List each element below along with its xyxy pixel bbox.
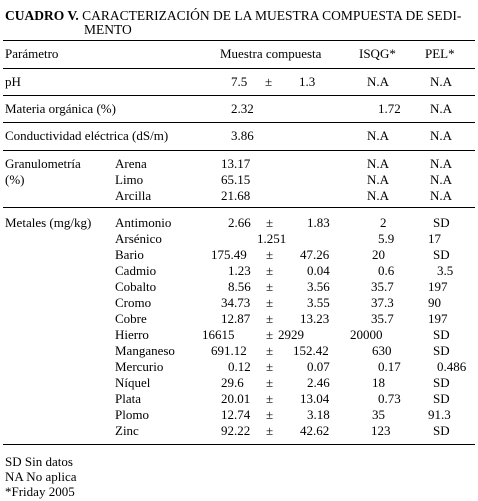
metal-isqg: 630 — [372, 343, 392, 358]
metal-sd: 2929 — [278, 327, 304, 342]
metal-name: Plomo — [115, 407, 149, 422]
rule-ce — [3, 150, 475, 151]
row-ph-sd: 1.3 — [299, 74, 316, 89]
metal-mean: 16615 — [202, 327, 235, 342]
header-rule — [3, 68, 475, 69]
gran-pel: N.A — [430, 156, 453, 171]
rule-mo — [3, 122, 475, 123]
gran-mean: 21.68 — [221, 188, 251, 203]
metal-sd: 47.26 — [300, 247, 330, 262]
title-line-1: CARACTERIZACIÓN DE LA MUESTRA COMPUESTA DE SEDI- — [82, 8, 462, 23]
granulometria-unit: (%) — [5, 172, 25, 187]
metal-name: Zinc — [115, 423, 139, 438]
metal-pel: 91.3 — [428, 407, 451, 422]
metal-isqg: 123 — [371, 423, 391, 438]
metal-mean: 0.12 — [228, 359, 251, 374]
gran-name: Limo — [115, 172, 144, 187]
metal-pel: 197 — [428, 311, 448, 326]
metal-mean: 12.74 — [221, 407, 251, 422]
metal-mean: 1.23 — [228, 263, 251, 278]
metal-pm: ± — [266, 263, 274, 278]
metal-mean: 175.49 — [211, 247, 247, 262]
row-ph-isqg: N.A — [367, 74, 390, 89]
metal-name: Plata — [115, 391, 141, 406]
metal-sd: 3.18 — [307, 407, 330, 422]
row-ph-pel: N.A — [430, 74, 453, 89]
footnote: *Friday 2005 — [5, 484, 75, 499]
metal-pm: ± — [266, 215, 274, 230]
metal-sd: 13.23 — [300, 311, 330, 326]
metal-pm: ± — [266, 343, 274, 358]
metal-isqg: 35.7 — [371, 311, 394, 326]
row-mo-mean: 2.32 — [231, 101, 254, 116]
metal-pm: ± — [266, 359, 274, 374]
footnote: NA No aplica — [5, 469, 77, 484]
metal-isqg: 35.7 — [371, 279, 394, 294]
header-pel: PEL* — [425, 46, 455, 61]
metal-pel: 0.486 — [437, 359, 467, 374]
gran-mean: 13.17 — [221, 156, 251, 171]
metal-mean: 1.251 — [257, 231, 287, 246]
metal-pel: 197 — [428, 279, 448, 294]
metal-pm: ± — [266, 279, 274, 294]
metal-isqg: 20 — [372, 247, 385, 262]
metal-isqg: 0.6 — [378, 263, 395, 278]
metal-mean: 8.56 — [228, 279, 251, 294]
metal-sd: 42.62 — [300, 423, 330, 438]
metal-name: Cromo — [115, 295, 152, 310]
footnote: SD Sin datos — [5, 454, 73, 469]
metal-pm: ± — [266, 311, 274, 326]
metal-name: Antimonio — [115, 215, 172, 230]
metal-mean: 2.66 — [228, 215, 251, 230]
metal-isqg: 2 — [380, 215, 387, 230]
metal-pel: SD — [433, 375, 450, 390]
metal-mean: 29.6 — [221, 375, 244, 390]
row-mo-label: Materia orgánica (%) — [5, 101, 116, 116]
metal-pm: ± — [266, 247, 274, 262]
metal-isqg: 0.17 — [378, 359, 401, 374]
metal-name: Cadmio — [115, 263, 157, 278]
metal-pel: 17 — [428, 231, 441, 246]
metal-pm: ± — [266, 295, 274, 310]
table-title — [5, 8, 461, 23]
gran-pel: N.A — [430, 188, 453, 203]
metal-name: Arsénico — [115, 231, 162, 246]
row-ce-label: Conductividad eléctrica (dS/m) — [5, 128, 169, 143]
metal-pel: SD — [433, 247, 450, 262]
metal-sd: 1.83 — [307, 215, 330, 230]
metal-sd: 2.46 — [307, 375, 330, 390]
metales-label: Metales (mg/kg) — [5, 215, 92, 230]
metal-name: Cobalto — [115, 279, 157, 294]
row-ph-mean: 7.5 — [231, 74, 248, 89]
metal-name: Manganeso — [115, 343, 175, 358]
metal-name: Cobre — [115, 311, 147, 326]
metal-isqg: 18 — [372, 375, 385, 390]
metal-pel: SD — [433, 423, 450, 438]
metal-pm: ± — [266, 327, 274, 342]
gran-isqg: N.A — [367, 156, 390, 171]
metal-name: Bario — [115, 247, 144, 262]
bottom-rule — [3, 444, 475, 445]
metal-isqg: 20000 — [350, 327, 383, 342]
rule-ph — [3, 95, 475, 96]
gran-name: Arena — [115, 156, 147, 171]
rule-gran — [3, 207, 475, 208]
metal-pm: ± — [266, 423, 274, 438]
metal-pel: 3.5 — [437, 263, 454, 278]
header-muestra: Muestra compuesta — [220, 46, 322, 61]
metal-pel: 90 — [428, 295, 441, 310]
metal-sd: 0.04 — [307, 263, 330, 278]
metal-mean: 34.73 — [221, 295, 251, 310]
metal-name: Hierro — [115, 327, 149, 342]
metal-pel: SD — [433, 327, 450, 342]
row-mo-pel: N.A — [430, 101, 453, 116]
metal-sd: 0.07 — [307, 359, 330, 374]
metal-pel: SD — [433, 391, 450, 406]
metal-sd: 3.55 — [307, 295, 330, 310]
gran-isqg: N.A — [367, 172, 390, 187]
metal-isqg: 35 — [372, 407, 385, 422]
metal-mean: 691.12 — [211, 343, 247, 358]
gran-isqg: N.A — [367, 188, 390, 203]
row-ce-mean: 3.86 — [231, 128, 254, 143]
row-mo-isqg: 1.72 — [378, 101, 401, 116]
title-line-2: MENTO — [84, 22, 132, 37]
gran-name: Arcilla — [115, 188, 152, 203]
gran-pel: N.A — [430, 172, 453, 187]
header-parametro: Parámetro — [5, 46, 59, 61]
table-number: CUADRO V. — [5, 8, 79, 23]
header-isqg: ISQG* — [359, 46, 396, 61]
metal-sd: 3.56 — [307, 279, 330, 294]
row-ph-pm: ± — [265, 74, 273, 89]
metal-pel: SD — [433, 215, 450, 230]
metal-mean: 12.87 — [221, 311, 251, 326]
metal-name: Mercurio — [115, 359, 164, 374]
gran-mean: 65.15 — [221, 172, 251, 187]
metal-mean: 92.22 — [221, 423, 251, 438]
metal-name: Níquel — [115, 375, 151, 390]
metal-isqg: 37.3 — [371, 295, 394, 310]
top-rule — [3, 40, 475, 41]
row-ce-pel: N.A — [430, 128, 453, 143]
metal-sd: 152.42 — [293, 343, 329, 358]
row-ph-label: pH — [5, 74, 21, 89]
metal-pm: ± — [266, 407, 274, 422]
row-ce-isqg: N.A — [367, 128, 390, 143]
metal-mean: 20.01 — [221, 391, 251, 406]
metal-pel: SD — [433, 343, 450, 358]
metal-pm: ± — [266, 375, 274, 390]
metal-isqg: 5.9 — [378, 231, 395, 246]
metal-isqg: 0.73 — [378, 391, 401, 406]
metal-sd: 13.04 — [300, 391, 330, 406]
metal-pm: ± — [266, 391, 274, 406]
granulometria-label: Granulometría — [5, 156, 81, 171]
